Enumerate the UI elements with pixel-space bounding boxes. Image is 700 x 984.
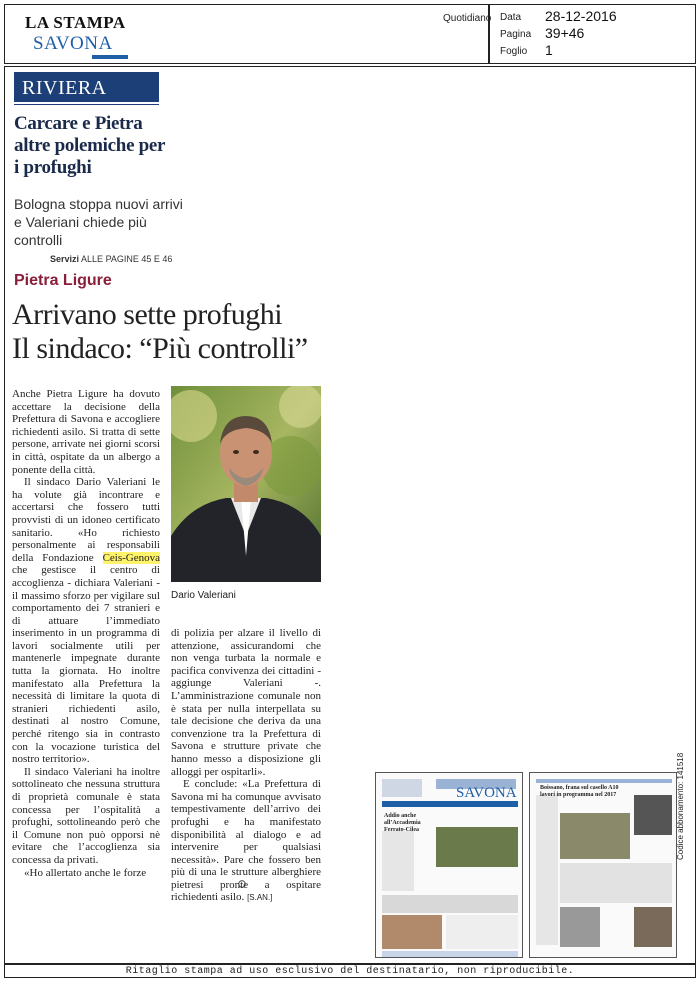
section-rule (14, 104, 159, 105)
logo-savona: SAVONA (33, 33, 113, 54)
thumbnail-headline: Boissano, frana sul casello A10 lavori in programma nel 2017 (540, 785, 619, 798)
section-tag (14, 72, 159, 102)
article-headline (12, 298, 412, 366)
paragraph-text: che gestisce il centro di accoglienza - dichiara Valeriani - il massimo sforzo per vigilare sul comportamento dei 7 stranieri e di attuare l’immediato inserimento in un programma di lavori socialmente utili per mantenerle impegnate durante tutta la giornata. Ho inoltre manifestato alla Prefettura la necessità di limitare la quota di stranieri richiedenti asilo, destinati al nostro Comune, perché ritengo sia in contrasto con la vocazione turistica del nostro territorio». (12, 564, 160, 766)
footer-notice: Ritaglio stampa ad uso esclusivo del destinatario, non riproducibile. (125, 966, 575, 977)
meta-label-date: Data (500, 12, 522, 23)
paragraph: «Ho allertato anche le forze (24, 866, 147, 879)
signature: [S.AN.] (247, 893, 273, 903)
teaser-servizi (50, 254, 172, 264)
thumbnail-headline: Addio anche all’Accademia Ferrato-Cilea (384, 813, 421, 833)
page-thumbnail-1 (375, 772, 523, 958)
reproduction-mark (238, 880, 246, 890)
paragraph: di polizia per alzare il livello di attenzione, assicurandomi che non venga turbata la normale e pacifica convivenza dei cittadini - aggiunge Valeriani -. L’amministrazione comunale non è stata per nulla interpellata su tale decisione che deriva da una convenzione tra la Prefettura di Savona e strutture private che hanno messo a disposizione gli alloggi per ospitarli». (171, 627, 321, 778)
logo-underline (92, 55, 128, 59)
paragraph (12, 476, 160, 766)
subscription-code: Codice abbonamento: 141518 (676, 752, 685, 860)
copyright-icon (238, 880, 246, 888)
footer-notice-box (4, 964, 696, 978)
article-column-2 (171, 627, 321, 905)
paragraph: Il sindaco Valeriani ha inoltre sottolineato che nessuna struttura di proprietà comunale è stata concessa per l’ospitalità a profughi, sottolineando però che il Comune non può opporsi nè evitare che l’accoglienza sia concessa da privati. (12, 765, 160, 866)
meta-label-page: Pagina (500, 29, 532, 40)
photo-caption: Dario Valeriani (171, 590, 236, 601)
highlighted-text: Ceis-Genova (102, 551, 160, 564)
thumbnail-graphic (530, 773, 677, 958)
meta-value-sheet: 1 (545, 42, 553, 58)
section-name: RIVIERA (22, 77, 107, 99)
publication-type: Quotidiano (443, 13, 492, 24)
headline-line-1: Arrivano sette profughi (12, 298, 283, 331)
paragraph (171, 778, 321, 905)
meta-label-sheet: Foglio (500, 46, 528, 57)
article-location: Pietra Ligure (14, 272, 112, 289)
paragraph-text: E conclude: «La Prefettura di Savona mi ha comunque avvisato tempestivamente dell’arrivo dei profughi e ha manifestato disponibilità al dialogo e ad intervenire per qualsiasi necessità». Pare che fossero ben più di una le strutture alberghiere pietresi pronte a ospitare richiedenti asilo. (171, 778, 321, 904)
paragraph: Anche Pietra Ligure ha dovuto accettare la decisione della Prefettura di Savona e accogliere richiedenti asilo. Si tratta di sette persone, arrivate nei giorni scorsi in città, ospitate da un albergo a ponente della città. (12, 388, 160, 476)
servizi-pages: ALLE PAGINE 45 E 46 (81, 254, 173, 264)
portrait-image (171, 386, 321, 582)
meta-value-date: 28-12-2016 (545, 8, 617, 24)
page-thumbnail-2 (529, 772, 677, 958)
masthead-box (4, 4, 492, 64)
servizi-label: Servizi (50, 254, 80, 264)
article-column-1 (12, 388, 160, 879)
portrait-photo (171, 386, 321, 582)
thumbnail-masthead: SAVONA (456, 785, 517, 801)
teaser-subtitle: Bologna stoppa nuovi arrivi e Valeriani chiede più controlli (14, 196, 183, 248)
meta-box (489, 4, 696, 64)
headline-line-2: Il sindaco: “Più controlli” (12, 332, 308, 365)
paragraph-text: Il sindaco Dario Valeriani le ha volute già incontrare e accertarsi che fossero tutti provvisti di un idoneo certificato sanitario. «Ho richiesto personalmente ai responsabili della Fondazione (12, 476, 160, 564)
meta-value-page: 39+46 (545, 25, 585, 41)
logo-la-stampa: LA STAMPA (25, 13, 126, 32)
teaser-title: Carcare e Pietra altre polemiche per i profughi (14, 113, 165, 178)
